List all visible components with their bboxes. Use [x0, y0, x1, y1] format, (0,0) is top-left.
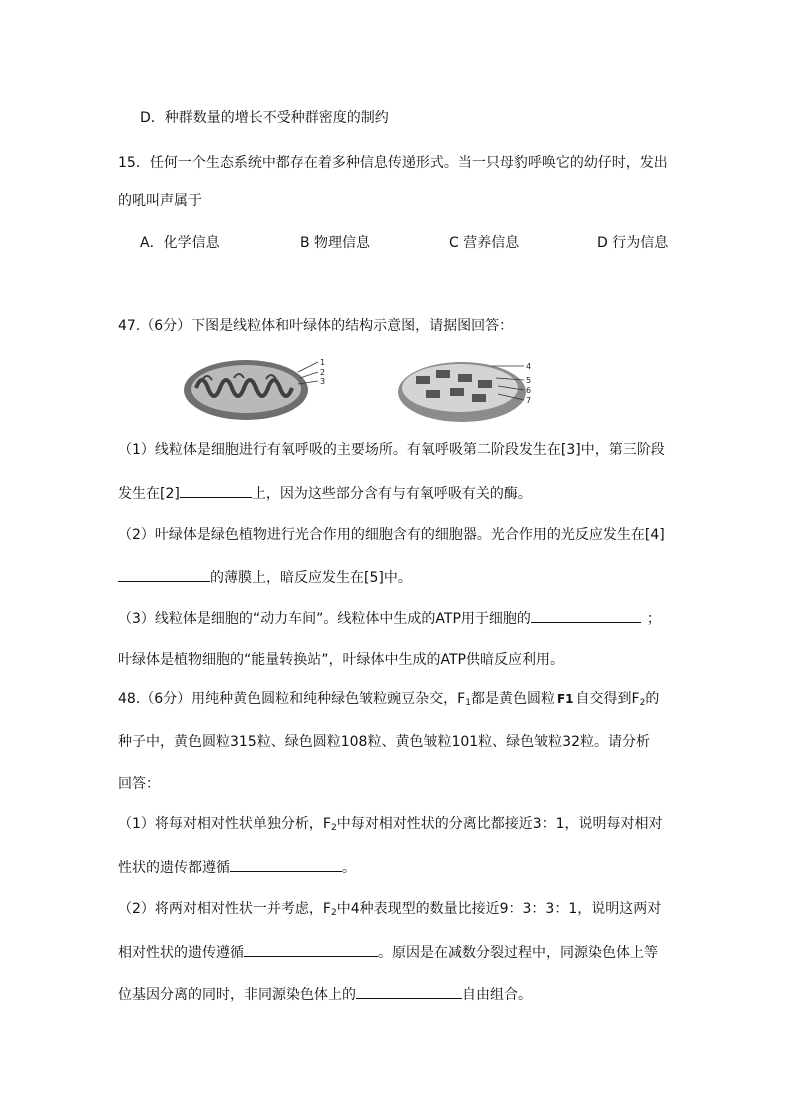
q47-p3-text-a: （3）线粒体是细胞的“动力车间”。线粒体中生成的ATP用于细胞的 — [118, 611, 531, 627]
chloro-label-5: 5 — [526, 376, 532, 385]
answer-blank-2[interactable] — [118, 567, 210, 582]
mito-label-3: 3 — [320, 377, 326, 386]
q47-p3-text-b: ； — [646, 611, 661, 627]
q48-p2-text-a: （2）将两对相对性状一并考虑，F — [118, 901, 331, 917]
q48-p1-text-c: 性状的遗传都遵循 — [118, 860, 230, 876]
q15-option-d: D 行为信息 — [597, 235, 669, 251]
q48-p1-text-d: 。 — [342, 860, 356, 876]
q48-text-d: 的 — [645, 691, 660, 707]
answer-blank-5[interactable] — [244, 942, 378, 957]
mito-label-1: 1 — [320, 358, 326, 367]
q48-p2-text-f: 自由组合。 — [462, 987, 532, 1003]
q48-p2-line3 — [118, 984, 532, 1005]
q47-stem: 47.（6分）下图是线粒体和叶绿体的结构示意图，请据图回答： — [118, 318, 514, 334]
q48-p2-line2 — [118, 942, 658, 963]
q47-p3-line2: 叶绿体是植物细胞的“能量转换站”，叶绿体中生成的ATP供暗反应利用。 — [118, 652, 564, 668]
q48-p1-line2 — [118, 857, 356, 878]
q48-sub-f2: 2 — [639, 698, 646, 708]
chloro-label-6: 6 — [526, 386, 532, 395]
q48-p1-text-a: （1）将每对相对性状单独分析，F — [118, 816, 331, 832]
q47-p1-text-b: 上，因为这些部分含有与有氧呼吸有关的酶。 — [251, 486, 532, 502]
q48-p2-text-e: 位基因分离的同时，非同源染色体上的 — [118, 987, 356, 1003]
answer-blank-6[interactable] — [356, 984, 462, 999]
q48-p2-sub: 2 — [330, 908, 337, 918]
q47-p2-text-b: 的薄膜上，暗反应发生在[5]中。 — [210, 570, 412, 586]
q48-line3: 回答： — [118, 776, 160, 792]
q47-p3-line1 — [118, 608, 661, 629]
q15-stem-line1: 15．任何一个生态系统中都存在着多种信息传递形式。当一只母豹呼唤它的幼仔时，发出 — [118, 155, 668, 171]
q15-options — [0, 233, 790, 253]
q48-p2-text-b: 中4种表现型的数量比接近9：3：3：1，说明这两对 — [336, 901, 662, 917]
q48-p1-line1 — [118, 814, 663, 838]
q15-option-a: A．化学信息 — [140, 235, 220, 251]
chloro-label-4: 4 — [526, 362, 532, 371]
q47-p2-line2 — [118, 567, 412, 588]
q15-stem-line2: 的吼叫声属于 — [118, 193, 202, 209]
q48-line2: 种子中，黄色圆粒315粒、绿色圆粒108粒、黄色皱粒101粒、绿色皱粒32粒。请分析 — [118, 734, 650, 750]
q48-p1-text-b: 中每对相对性状的分离比都接近3：1，说明每对相对 — [336, 816, 663, 832]
q48-text-c: 自交得到F — [575, 691, 640, 707]
q47-p1-text-a: 发生在[2] — [118, 486, 180, 502]
q48-p2-text-c: 相对性状的遗传遵循 — [118, 945, 244, 961]
q48-p2-line1 — [118, 899, 661, 923]
answer-blank-1[interactable] — [180, 483, 252, 498]
chloroplast-image — [398, 362, 531, 422]
chloro-label-7: 7 — [526, 396, 532, 405]
f1-mark: F1 — [556, 692, 574, 706]
q14-option-d: D．种群数量的增长不受种群密度的制约 — [140, 110, 389, 126]
q47-p1-line1: （1）线粒体是细胞进行有氧呼吸的主要场所。有氧呼吸第二阶段发生在[3]中，第三阶段 — [118, 442, 665, 458]
q48-text-a: 48.（6分）用纯种黄色圆粒和纯种绿色皱粒豌豆杂交，F — [118, 691, 466, 707]
answer-blank-3[interactable] — [531, 608, 641, 623]
q48-p2-text-d: 。原因是在减数分裂过程中，同源染色体上等 — [378, 945, 658, 961]
mitochondrion-image — [184, 358, 325, 420]
answer-blank-4[interactable] — [230, 857, 342, 872]
q47-p1-line2 — [118, 483, 532, 504]
organelle-figure — [180, 352, 560, 424]
q48-text-b: 都是黄色圆粒 — [470, 691, 555, 707]
q48-sub-f1: 1 — [465, 698, 471, 708]
q48-line1 — [118, 689, 659, 713]
mito-label-2: 2 — [320, 368, 326, 377]
q47-p2-line1: （2）叶绿体是绿色植物进行光合作用的细胞含有的细胞器。光合作用的光反应发生在[4] — [118, 527, 665, 543]
q15-option-c: C 营养信息 — [449, 235, 520, 251]
q48-p1-sub: 2 — [330, 823, 337, 833]
q15-option-b: B 物理信息 — [300, 235, 371, 251]
